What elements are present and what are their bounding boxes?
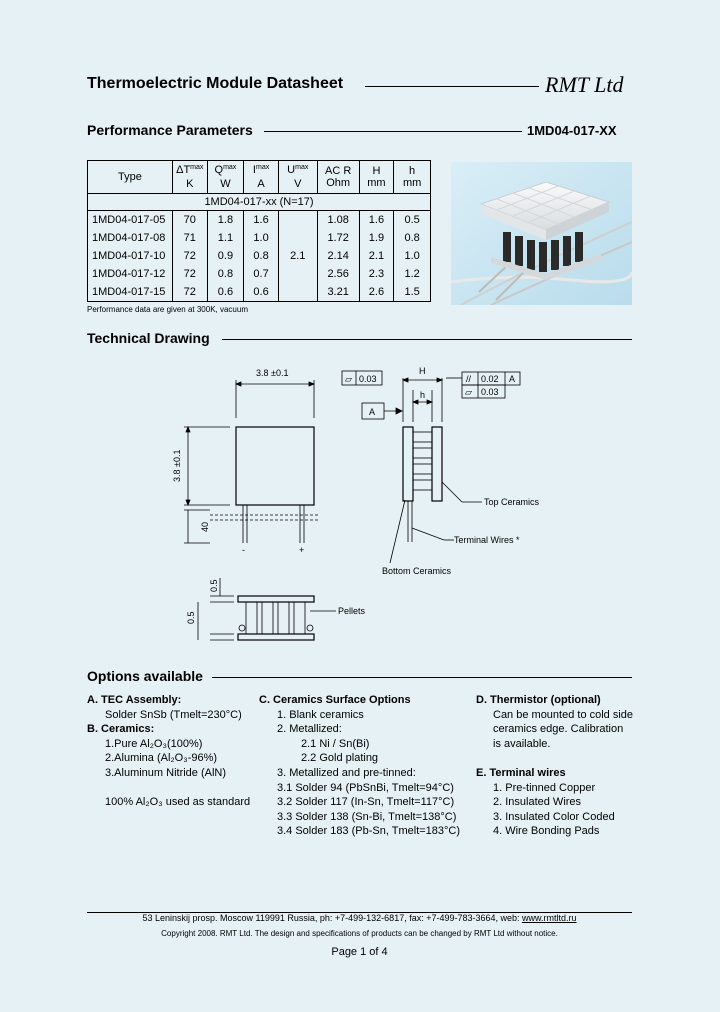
wire-minus-label: - — [242, 545, 245, 555]
parallel-value: 0.02 — [481, 374, 499, 384]
option-item: 3. Insulated Color Coded — [493, 810, 615, 823]
cell-type: 1MD04-017-05 — [88, 211, 173, 230]
cell-dtmax: 72 — [172, 265, 207, 283]
series-label: 1MD04-017-xx (N=17) — [88, 194, 431, 211]
table-row — [88, 229, 431, 247]
part-number: 1MD04-017-XX — [527, 123, 617, 138]
option-heading: B. Ceramics: — [87, 723, 155, 736]
parallel-datum: A — [509, 374, 516, 384]
option-item — [476, 751, 633, 766]
label-terminal-wires: Terminal Wires * — [454, 535, 520, 545]
dim-width-label: 3.8 ±0.1 — [256, 368, 289, 378]
table-row — [88, 247, 431, 265]
flatness-value: 0.03 — [359, 374, 377, 384]
cell-imax: 0.8 — [244, 247, 279, 265]
cell-acr: 2.14 — [317, 247, 359, 265]
cell-H: 2.1 — [359, 247, 394, 265]
col-header-acr: AC R Ohm — [317, 161, 359, 194]
option-item: Can be mounted to cold side — [493, 708, 634, 721]
option-item: is available. — [493, 737, 551, 750]
cell-type: 1MD04-017-12 — [88, 265, 173, 283]
module-product-image — [451, 162, 632, 305]
dim-h-label: h — [420, 390, 426, 400]
cell-h: 1.5 — [394, 283, 431, 302]
table-row — [88, 211, 431, 230]
footer-copyright: Copyright 2008. RMT Ltd. The design and specifications of products can be changed by RMT Ltd without notice. — [161, 929, 558, 938]
cell-H: 1.6 — [359, 211, 394, 230]
cell-imax: 1.0 — [244, 229, 279, 247]
cell-dtmax: 72 — [172, 283, 207, 302]
cell-H: 2.6 — [359, 283, 394, 302]
cell-acr: 2.56 — [317, 265, 359, 283]
cell-imax: 0.6 — [244, 283, 279, 302]
col-header-H: H mm — [359, 161, 394, 194]
section-rule-performance — [264, 131, 522, 132]
cell-H: 1.9 — [359, 229, 394, 247]
cell-h: 0.5 — [394, 211, 431, 230]
cell-acr: 1.72 — [317, 229, 359, 247]
cell-H: 2.3 — [359, 265, 394, 283]
parallel-icon: // — [466, 374, 472, 384]
option-item: 3. Metallized and pre-tinned: — [277, 766, 416, 779]
cell-qmax: 0.9 — [207, 247, 244, 265]
dim-height-label: 3.8 ±0.1 — [172, 449, 182, 482]
flatness2-value: 0.03 — [481, 387, 499, 397]
option-item: 1. Pre-tinned Copper — [493, 781, 596, 794]
option-item: 2.2 Gold plating — [301, 752, 379, 765]
cell-dtmax: 71 — [172, 229, 207, 247]
option-item: 2.Alumina (Al₂O₃-96%) — [105, 752, 218, 765]
cell-acr: 1.08 — [317, 211, 359, 230]
label-bottom-ceramics: Bottom Ceramics — [382, 566, 452, 576]
option-item: Solder SnSb (Tmelt=230°C) — [105, 708, 242, 721]
option-heading: C. Ceramics Surface Options — [259, 694, 411, 706]
cell-imax: 0.7 — [244, 265, 279, 283]
datum-label: A — [369, 407, 376, 417]
cell-dtmax: 70 — [172, 211, 207, 230]
cell-h: 1.0 — [394, 247, 431, 265]
options-column-3 — [476, 693, 633, 839]
cell-qmax: 0.6 — [207, 283, 244, 302]
flatness2-icon: ▱ — [465, 387, 472, 397]
col-header-dtmax: $\Delta T_{max}$ K — [172, 161, 207, 194]
options-column-2 — [259, 693, 460, 839]
option-item: 1. Blank ceramics — [277, 708, 364, 721]
cell-h: 1.2 — [394, 265, 431, 283]
options-column-1 — [87, 693, 250, 810]
option-heading: A. TEC Assembly: — [87, 694, 182, 706]
document-title: Thermoelectric Module Datasheet — [87, 75, 344, 92]
option-item — [87, 781, 250, 796]
table-header-row — [88, 161, 431, 194]
option-item: 3.3 Solder 138 (Sn-Bi, Tmelt=138°C) — [277, 810, 457, 823]
option-item: 2.1 Ni / Sn(Bi) — [301, 737, 370, 750]
label-pellets: Pellets — [338, 606, 366, 616]
cell-qmax: 1.1 — [207, 229, 244, 247]
cell-qmax: 0.8 — [207, 265, 244, 283]
option-item: 3.4 Solder 183 (Pb-Sn, Tmelt=183°C) — [277, 825, 461, 838]
cell-umax-shared: 2.1 — [278, 211, 317, 302]
cell-qmax: 1.8 — [207, 211, 244, 230]
option-item: 100% Al₂O₃ used as standard — [105, 796, 251, 809]
performance-table — [87, 160, 431, 302]
col-header-umax: $U_{max}$ V — [278, 161, 317, 194]
option-item: 4. Wire Bonding Pads — [493, 825, 600, 838]
col-header-qmax: $Q_{max}$ W — [207, 161, 244, 194]
cell-type: 1MD04-017-15 — [88, 283, 173, 302]
dim-H-label: H — [419, 366, 426, 376]
cell-dtmax: 72 — [172, 247, 207, 265]
option-item: 2. Insulated Wires — [493, 796, 582, 809]
cell-acr: 3.21 — [317, 283, 359, 302]
wire-plus-label: + — [299, 545, 305, 555]
technical-drawing — [150, 360, 570, 660]
dim-small1-label: 0.5 — [209, 579, 219, 592]
footer-address — [87, 913, 632, 923]
option-item: ceramics edge. Calibration — [493, 723, 624, 736]
cell-imax: 1.6 — [244, 211, 279, 230]
table-note: Performance data are given at 300K, vacuum — [87, 305, 248, 314]
cell-type: 1MD04-017-10 — [88, 247, 173, 265]
cell-type: 1MD04-017-08 — [88, 229, 173, 247]
option-heading: D. Thermistor (optional) — [476, 694, 601, 706]
dim-wire-label: 40 — [200, 521, 210, 532]
title-rule — [365, 86, 539, 87]
footer-web-link[interactable]: www.rmtltd.ru — [522, 913, 577, 923]
cell-h: 0.8 — [394, 229, 431, 247]
label-top-ceramics: Top Ceramics — [484, 497, 540, 507]
option-item: 3.1 Solder 94 (PbSnBi, Tmelt=94°C) — [277, 781, 454, 794]
footer-address-text: 53 Leninskij prosp. Moscow 119991 Russia, ph: +7-499-132-6817, fax: +7-499-783-3664, web: — [142, 913, 523, 923]
option-item: 3.Aluminum Nitride (AlN) — [105, 766, 227, 779]
series-row — [88, 194, 431, 211]
section-rule-options — [212, 677, 632, 678]
dim-small2-label: 0.5 — [186, 611, 196, 624]
section-rule-drawing — [222, 339, 632, 340]
section-title-drawing: Technical Drawing — [87, 330, 210, 346]
option-item: 1.Pure Al₂O₃(100%) — [105, 737, 203, 750]
flatness-icon: ▱ — [345, 374, 352, 384]
option-item: 2. Metallized: — [277, 723, 342, 736]
table-row — [88, 283, 431, 302]
col-header-imax: $I_{max}$ A — [244, 161, 279, 194]
table-row — [88, 265, 431, 283]
page-number: Page 1 of 4 — [331, 946, 388, 958]
brand-logo-text: RMT Ltd — [545, 72, 624, 97]
col-header-h: h mm — [394, 161, 431, 194]
option-item: 3.2 Solder 117 (In-Sn, Tmelt=117°C) — [277, 796, 455, 809]
section-title-options: Options available — [87, 668, 203, 684]
option-heading: E. Terminal wires — [476, 766, 566, 779]
section-title-performance: Performance Parameters — [87, 122, 253, 138]
col-header-type: Type — [88, 161, 173, 194]
